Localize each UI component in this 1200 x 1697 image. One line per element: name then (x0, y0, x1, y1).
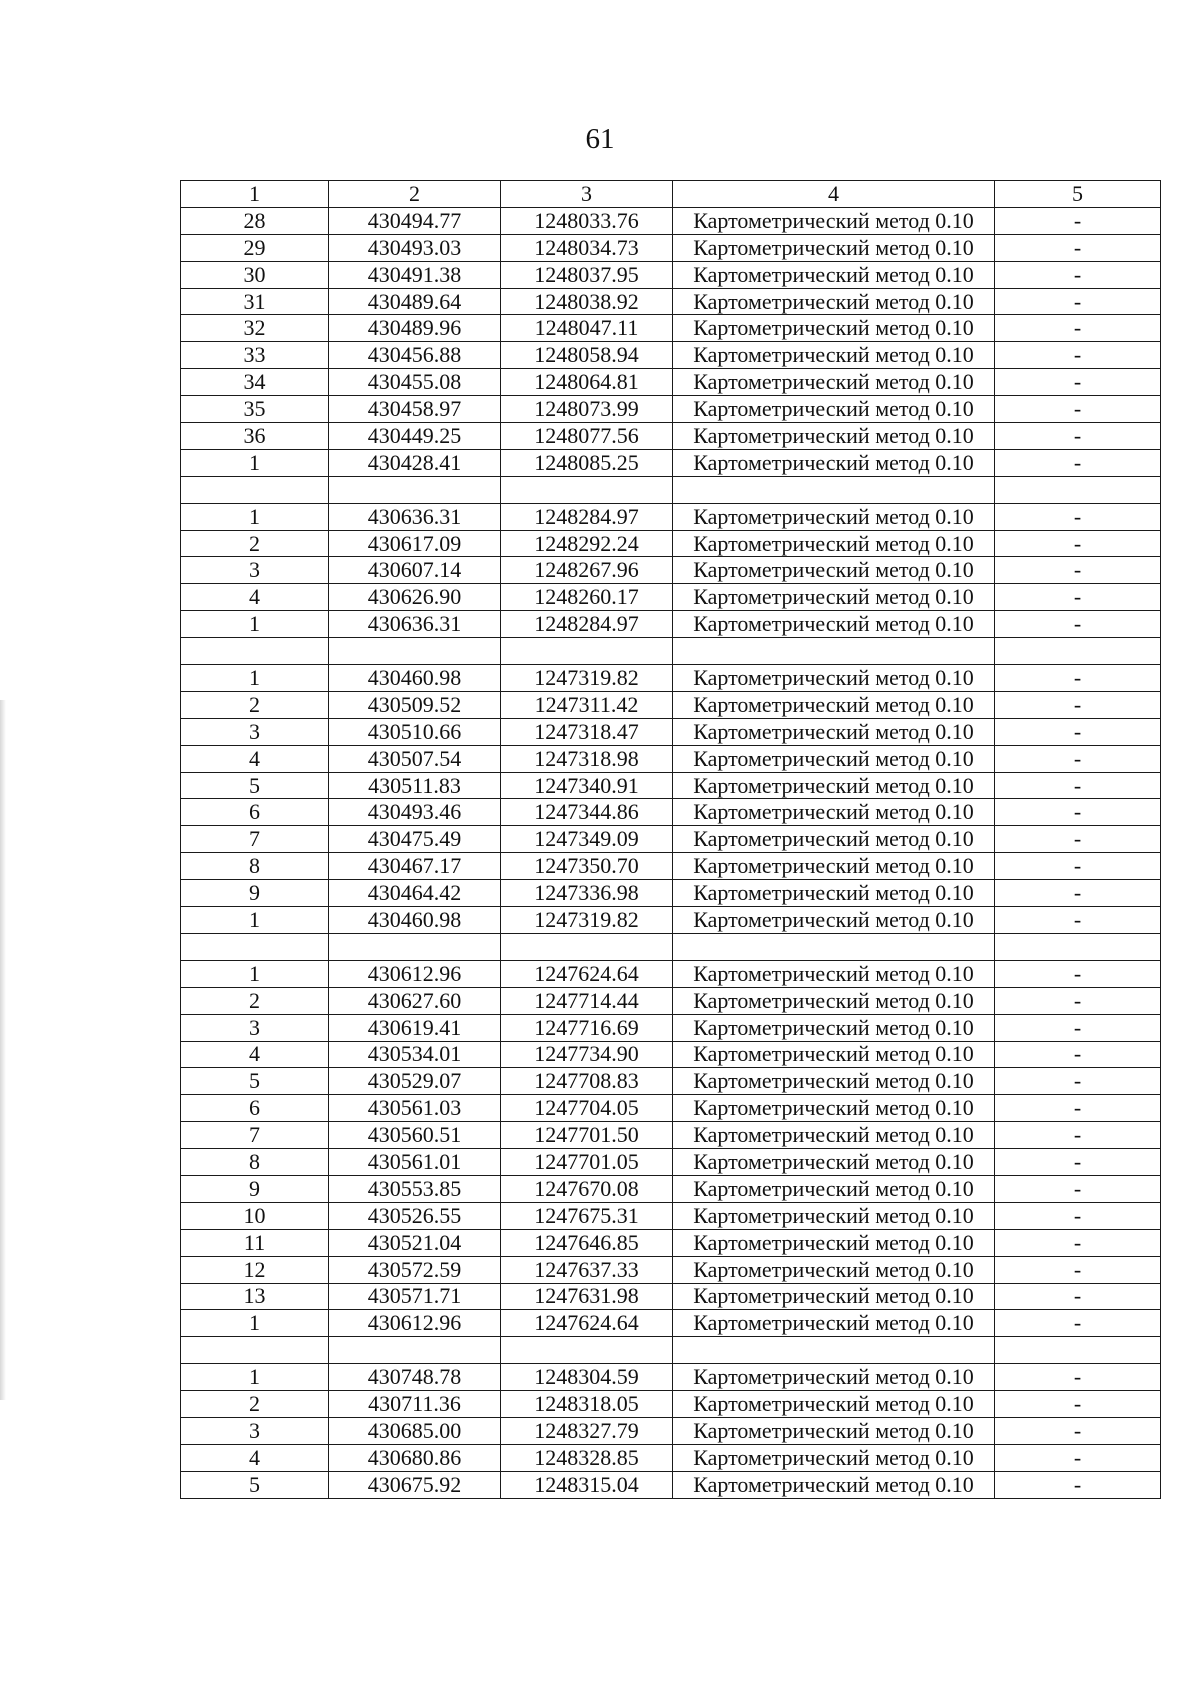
point-number-cell: 8 (181, 1149, 329, 1176)
point-number-cell: 3 (181, 557, 329, 584)
method-cell: Картометрический метод 0.10 (673, 718, 995, 745)
point-number-cell: 9 (181, 1175, 329, 1202)
method-cell: Картометрический метод 0.10 (673, 1229, 995, 1256)
note-cell: - (995, 423, 1161, 450)
point-number-cell: 1 (181, 960, 329, 987)
point-number-cell: 10 (181, 1202, 329, 1229)
separator-cell (995, 638, 1161, 665)
note-cell: - (995, 1256, 1161, 1283)
x-coordinate-cell: 430534.01 (329, 1041, 501, 1068)
point-number-cell: 35 (181, 396, 329, 423)
separator-cell (995, 1337, 1161, 1364)
note-cell: - (995, 1391, 1161, 1418)
method-cell: Картометрический метод 0.10 (673, 503, 995, 530)
scan-edge-artifact (0, 700, 6, 1400)
table-row (181, 1202, 1161, 1229)
y-coordinate-cell: 1247350.70 (501, 853, 673, 880)
method-cell: Картометрический метод 0.10 (673, 799, 995, 826)
table-row (181, 1444, 1161, 1471)
method-cell: Картометрический метод 0.10 (673, 611, 995, 638)
note-cell: - (995, 1229, 1161, 1256)
method-cell: Картометрический метод 0.10 (673, 449, 995, 476)
point-number-cell: 31 (181, 288, 329, 315)
point-number-cell: 34 (181, 369, 329, 396)
point-number-cell: 36 (181, 423, 329, 450)
method-cell: Картометрический метод 0.10 (673, 1256, 995, 1283)
table-body (181, 207, 1161, 1498)
x-coordinate-cell: 430460.98 (329, 907, 501, 934)
point-number-cell: 5 (181, 772, 329, 799)
note-cell: - (995, 396, 1161, 423)
separator-cell (673, 933, 995, 960)
y-coordinate-cell: 1248073.99 (501, 396, 673, 423)
note-cell: - (995, 530, 1161, 557)
x-coordinate-cell: 430455.08 (329, 369, 501, 396)
method-cell: Картометрический метод 0.10 (673, 1471, 995, 1498)
table-row (181, 799, 1161, 826)
method-cell: Картометрический метод 0.10 (673, 880, 995, 907)
note-cell: - (995, 1364, 1161, 1391)
x-coordinate-cell: 430561.01 (329, 1149, 501, 1176)
y-coordinate-cell: 1247637.33 (501, 1256, 673, 1283)
y-coordinate-cell: 1247311.42 (501, 691, 673, 718)
table-row (181, 1122, 1161, 1149)
x-coordinate-cell: 430521.04 (329, 1229, 501, 1256)
method-cell: Картометрический метод 0.10 (673, 772, 995, 799)
table-row (181, 907, 1161, 934)
table-row (181, 745, 1161, 772)
note-cell: - (995, 234, 1161, 261)
method-cell: Картометрический метод 0.10 (673, 960, 995, 987)
separator-row (181, 638, 1161, 665)
y-coordinate-cell: 1247734.90 (501, 1041, 673, 1068)
y-coordinate-cell: 1247318.47 (501, 718, 673, 745)
method-cell: Картометрический метод 0.10 (673, 1444, 995, 1471)
separator-cell (995, 933, 1161, 960)
point-number-cell: 4 (181, 1444, 329, 1471)
method-cell: Картометрический метод 0.10 (673, 423, 995, 450)
table-row (181, 1095, 1161, 1122)
note-cell: - (995, 665, 1161, 692)
x-coordinate-cell: 430619.41 (329, 1014, 501, 1041)
method-cell: Картометрический метод 0.10 (673, 745, 995, 772)
method-cell: Картометрический метод 0.10 (673, 987, 995, 1014)
separator-cell (181, 638, 329, 665)
note-cell: - (995, 1417, 1161, 1444)
x-coordinate-cell: 430489.96 (329, 315, 501, 342)
point-number-cell: 1 (181, 611, 329, 638)
point-number-cell: 2 (181, 1391, 329, 1418)
table-row (181, 530, 1161, 557)
x-coordinate-cell: 430428.41 (329, 449, 501, 476)
y-coordinate-cell: 1247340.91 (501, 772, 673, 799)
table-row (181, 718, 1161, 745)
method-cell: Картометрический метод 0.10 (673, 557, 995, 584)
y-coordinate-cell: 1247714.44 (501, 987, 673, 1014)
method-cell: Картометрический метод 0.10 (673, 1391, 995, 1418)
x-coordinate-cell: 430507.54 (329, 745, 501, 772)
note-cell: - (995, 691, 1161, 718)
method-cell: Картометрический метод 0.10 (673, 1149, 995, 1176)
method-cell: Картометрический метод 0.10 (673, 1095, 995, 1122)
x-coordinate-cell: 430493.46 (329, 799, 501, 826)
note-cell: - (995, 1095, 1161, 1122)
note-cell: - (995, 1175, 1161, 1202)
x-coordinate-cell: 430509.52 (329, 691, 501, 718)
note-cell: - (995, 718, 1161, 745)
y-coordinate-cell: 1248033.76 (501, 207, 673, 234)
point-number-cell: 2 (181, 530, 329, 557)
x-coordinate-cell: 430510.66 (329, 718, 501, 745)
x-coordinate-cell: 430612.96 (329, 1310, 501, 1337)
table-row (181, 423, 1161, 450)
note-cell: - (995, 342, 1161, 369)
point-number-cell: 33 (181, 342, 329, 369)
method-cell: Картометрический метод 0.10 (673, 907, 995, 934)
separator-cell (501, 638, 673, 665)
table-row (181, 1391, 1161, 1418)
separator-cell (329, 638, 501, 665)
point-number-cell: 5 (181, 1471, 329, 1498)
table-row (181, 584, 1161, 611)
table-row (181, 1014, 1161, 1041)
point-number-cell: 1 (181, 1310, 329, 1337)
header-cell-2: 2 (329, 181, 501, 208)
note-cell: - (995, 907, 1161, 934)
y-coordinate-cell: 1248328.85 (501, 1444, 673, 1471)
method-cell: Картометрический метод 0.10 (673, 234, 995, 261)
method-cell: Картометрический метод 0.10 (673, 342, 995, 369)
note-cell: - (995, 745, 1161, 772)
separator-cell (673, 638, 995, 665)
table-row (181, 288, 1161, 315)
x-coordinate-cell: 430449.25 (329, 423, 501, 450)
header-cell-3: 3 (501, 181, 673, 208)
x-coordinate-cell: 430493.03 (329, 234, 501, 261)
table-row (181, 449, 1161, 476)
point-number-cell: 5 (181, 1068, 329, 1095)
y-coordinate-cell: 1247344.86 (501, 799, 673, 826)
point-number-cell: 3 (181, 1014, 329, 1041)
x-coordinate-cell: 430675.92 (329, 1471, 501, 1498)
separator-row (181, 476, 1161, 503)
y-coordinate-cell: 1248327.79 (501, 1417, 673, 1444)
method-cell: Картометрический метод 0.10 (673, 315, 995, 342)
page-number: 61 (585, 123, 615, 155)
method-cell: Картометрический метод 0.10 (673, 826, 995, 853)
x-coordinate-cell: 430489.64 (329, 288, 501, 315)
table-row (181, 315, 1161, 342)
note-cell: - (995, 1014, 1161, 1041)
point-number-cell: 6 (181, 799, 329, 826)
separator-cell (995, 476, 1161, 503)
method-cell: Картометрический метод 0.10 (673, 1364, 995, 1391)
y-coordinate-cell: 1248260.17 (501, 584, 673, 611)
note-cell: - (995, 880, 1161, 907)
table-row (181, 396, 1161, 423)
point-number-cell: 2 (181, 987, 329, 1014)
point-number-cell: 30 (181, 261, 329, 288)
header-cell-1: 1 (181, 181, 329, 208)
x-coordinate-cell: 430636.31 (329, 503, 501, 530)
method-cell: Картометрический метод 0.10 (673, 1068, 995, 1095)
point-number-cell: 6 (181, 1095, 329, 1122)
note-cell: - (995, 1310, 1161, 1337)
table-row (181, 1149, 1161, 1176)
x-coordinate-cell: 430460.98 (329, 665, 501, 692)
note-cell: - (995, 369, 1161, 396)
note-cell: - (995, 960, 1161, 987)
method-cell: Картометрический метод 0.10 (673, 853, 995, 880)
y-coordinate-cell: 1247704.05 (501, 1095, 673, 1122)
point-number-cell: 1 (181, 503, 329, 530)
y-coordinate-cell: 1248047.11 (501, 315, 673, 342)
y-coordinate-cell: 1248037.95 (501, 261, 673, 288)
point-number-cell: 4 (181, 584, 329, 611)
x-coordinate-cell: 430572.59 (329, 1256, 501, 1283)
y-coordinate-cell: 1247675.31 (501, 1202, 673, 1229)
method-cell: Картометрический метод 0.10 (673, 1014, 995, 1041)
method-cell: Картометрический метод 0.10 (673, 1417, 995, 1444)
x-coordinate-cell: 430711.36 (329, 1391, 501, 1418)
header-cell-5: 5 (995, 181, 1161, 208)
method-cell: Картометрический метод 0.10 (673, 1202, 995, 1229)
table-header (181, 181, 1161, 208)
table-row (181, 1417, 1161, 1444)
separator-row (181, 933, 1161, 960)
point-number-cell: 3 (181, 1417, 329, 1444)
note-cell: - (995, 1283, 1161, 1310)
note-cell: - (995, 1149, 1161, 1176)
x-coordinate-cell: 430627.60 (329, 987, 501, 1014)
table-row (181, 369, 1161, 396)
point-number-cell: 29 (181, 234, 329, 261)
x-coordinate-cell: 430685.00 (329, 1417, 501, 1444)
table-row (181, 1471, 1161, 1498)
table-row (181, 960, 1161, 987)
y-coordinate-cell: 1248315.04 (501, 1471, 673, 1498)
point-number-cell: 11 (181, 1229, 329, 1256)
y-coordinate-cell: 1247349.09 (501, 826, 673, 853)
x-coordinate-cell: 430464.42 (329, 880, 501, 907)
separator-cell (181, 1337, 329, 1364)
separator-cell (673, 1337, 995, 1364)
point-number-cell: 9 (181, 880, 329, 907)
point-number-cell: 1 (181, 1364, 329, 1391)
table-row (181, 987, 1161, 1014)
method-cell: Картометрический метод 0.10 (673, 665, 995, 692)
note-cell: - (995, 315, 1161, 342)
y-coordinate-cell: 1247624.64 (501, 1310, 673, 1337)
point-number-cell: 12 (181, 1256, 329, 1283)
separator-cell (181, 933, 329, 960)
separator-cell (329, 476, 501, 503)
note-cell: - (995, 772, 1161, 799)
note-cell: - (995, 1122, 1161, 1149)
point-number-cell: 13 (181, 1283, 329, 1310)
y-coordinate-cell: 1247624.64 (501, 960, 673, 987)
separator-cell (501, 476, 673, 503)
table-row (181, 234, 1161, 261)
method-cell: Картометрический метод 0.10 (673, 288, 995, 315)
y-coordinate-cell: 1247336.98 (501, 880, 673, 907)
table-row (181, 1229, 1161, 1256)
table-row (181, 1256, 1161, 1283)
note-cell: - (995, 1041, 1161, 1068)
note-cell: - (995, 1068, 1161, 1095)
point-number-cell: 4 (181, 745, 329, 772)
table-row (181, 1310, 1161, 1337)
table-row (181, 557, 1161, 584)
method-cell: Картометрический метод 0.10 (673, 261, 995, 288)
x-coordinate-cell: 430511.83 (329, 772, 501, 799)
point-number-cell: 7 (181, 826, 329, 853)
point-number-cell: 3 (181, 718, 329, 745)
y-coordinate-cell: 1247716.69 (501, 1014, 673, 1041)
x-coordinate-cell: 430553.85 (329, 1175, 501, 1202)
separator-cell (329, 933, 501, 960)
y-coordinate-cell: 1248318.05 (501, 1391, 673, 1418)
point-number-cell: 32 (181, 315, 329, 342)
x-coordinate-cell: 430607.14 (329, 557, 501, 584)
method-cell: Картометрический метод 0.10 (673, 1122, 995, 1149)
y-coordinate-cell: 1248077.56 (501, 423, 673, 450)
table-row (181, 826, 1161, 853)
point-number-cell: 7 (181, 1122, 329, 1149)
table-row (181, 1283, 1161, 1310)
note-cell: - (995, 557, 1161, 584)
x-coordinate-cell: 430636.31 (329, 611, 501, 638)
y-coordinate-cell: 1247701.05 (501, 1149, 673, 1176)
point-number-cell: 28 (181, 207, 329, 234)
method-cell: Картометрический метод 0.10 (673, 1175, 995, 1202)
x-coordinate-cell: 430626.90 (329, 584, 501, 611)
method-cell: Картометрический метод 0.10 (673, 1310, 995, 1337)
y-coordinate-cell: 1247318.98 (501, 745, 673, 772)
x-coordinate-cell: 430748.78 (329, 1364, 501, 1391)
x-coordinate-cell: 430494.77 (329, 207, 501, 234)
y-coordinate-cell: 1248085.25 (501, 449, 673, 476)
method-cell: Картометрический метод 0.10 (673, 691, 995, 718)
x-coordinate-cell: 430612.96 (329, 960, 501, 987)
note-cell: - (995, 853, 1161, 880)
table-row (181, 611, 1161, 638)
y-coordinate-cell: 1248034.73 (501, 234, 673, 261)
y-coordinate-cell: 1248267.96 (501, 557, 673, 584)
y-coordinate-cell: 1248064.81 (501, 369, 673, 396)
x-coordinate-cell: 430560.51 (329, 1122, 501, 1149)
point-number-cell: 2 (181, 691, 329, 718)
y-coordinate-cell: 1247319.82 (501, 907, 673, 934)
x-coordinate-cell: 430617.09 (329, 530, 501, 557)
table-row (181, 880, 1161, 907)
point-number-cell: 8 (181, 853, 329, 880)
x-coordinate-cell: 430561.03 (329, 1095, 501, 1122)
method-cell: Картометрический метод 0.10 (673, 530, 995, 557)
x-coordinate-cell: 430491.38 (329, 261, 501, 288)
method-cell: Картометрический метод 0.10 (673, 1283, 995, 1310)
note-cell: - (995, 826, 1161, 853)
table-row (181, 691, 1161, 718)
note-cell: - (995, 584, 1161, 611)
x-coordinate-cell: 430680.86 (329, 1444, 501, 1471)
note-cell: - (995, 1202, 1161, 1229)
note-cell: - (995, 207, 1161, 234)
y-coordinate-cell: 1247631.98 (501, 1283, 673, 1310)
table-row (181, 853, 1161, 880)
separator-cell (501, 933, 673, 960)
separator-cell (673, 476, 995, 503)
note-cell: - (995, 1444, 1161, 1471)
note-cell: - (995, 261, 1161, 288)
x-coordinate-cell: 430456.88 (329, 342, 501, 369)
table-row (181, 503, 1161, 530)
point-number-cell: 1 (181, 665, 329, 692)
y-coordinate-cell: 1247701.50 (501, 1122, 673, 1149)
note-cell: - (995, 449, 1161, 476)
table-row (181, 772, 1161, 799)
x-coordinate-cell: 430458.97 (329, 396, 501, 423)
table-row (181, 665, 1161, 692)
coordinates-table (180, 180, 1161, 1499)
y-coordinate-cell: 1248038.92 (501, 288, 673, 315)
separator-cell (329, 1337, 501, 1364)
method-cell: Картометрический метод 0.10 (673, 369, 995, 396)
point-number-cell: 4 (181, 1041, 329, 1068)
y-coordinate-cell: 1247319.82 (501, 665, 673, 692)
method-cell: Картометрический метод 0.10 (673, 1041, 995, 1068)
y-coordinate-cell: 1248058.94 (501, 342, 673, 369)
note-cell: - (995, 799, 1161, 826)
table-row (181, 1041, 1161, 1068)
note-cell: - (995, 1471, 1161, 1498)
separator-cell (501, 1337, 673, 1364)
x-coordinate-cell: 430529.07 (329, 1068, 501, 1095)
note-cell: - (995, 288, 1161, 315)
header-cell-4: 4 (673, 181, 995, 208)
separator-row (181, 1337, 1161, 1364)
x-coordinate-cell: 430467.17 (329, 853, 501, 880)
y-coordinate-cell: 1248284.97 (501, 611, 673, 638)
y-coordinate-cell: 1247708.83 (501, 1068, 673, 1095)
y-coordinate-cell: 1247646.85 (501, 1229, 673, 1256)
note-cell: - (995, 611, 1161, 638)
method-cell: Картометрический метод 0.10 (673, 584, 995, 611)
method-cell: Картометрический метод 0.10 (673, 207, 995, 234)
table-row (181, 342, 1161, 369)
table-row (181, 1068, 1161, 1095)
note-cell: - (995, 503, 1161, 530)
x-coordinate-cell: 430571.71 (329, 1283, 501, 1310)
method-cell: Картометрический метод 0.10 (673, 396, 995, 423)
point-number-cell: 1 (181, 907, 329, 934)
note-cell: - (995, 987, 1161, 1014)
point-number-cell: 1 (181, 449, 329, 476)
table-row (181, 261, 1161, 288)
table-row (181, 1175, 1161, 1202)
header-row (181, 181, 1161, 208)
y-coordinate-cell: 1247670.08 (501, 1175, 673, 1202)
x-coordinate-cell: 430475.49 (329, 826, 501, 853)
separator-cell (181, 476, 329, 503)
y-coordinate-cell: 1248292.24 (501, 530, 673, 557)
x-coordinate-cell: 430526.55 (329, 1202, 501, 1229)
y-coordinate-cell: 1248304.59 (501, 1364, 673, 1391)
y-coordinate-cell: 1248284.97 (501, 503, 673, 530)
table-row (181, 1364, 1161, 1391)
table-row (181, 207, 1161, 234)
